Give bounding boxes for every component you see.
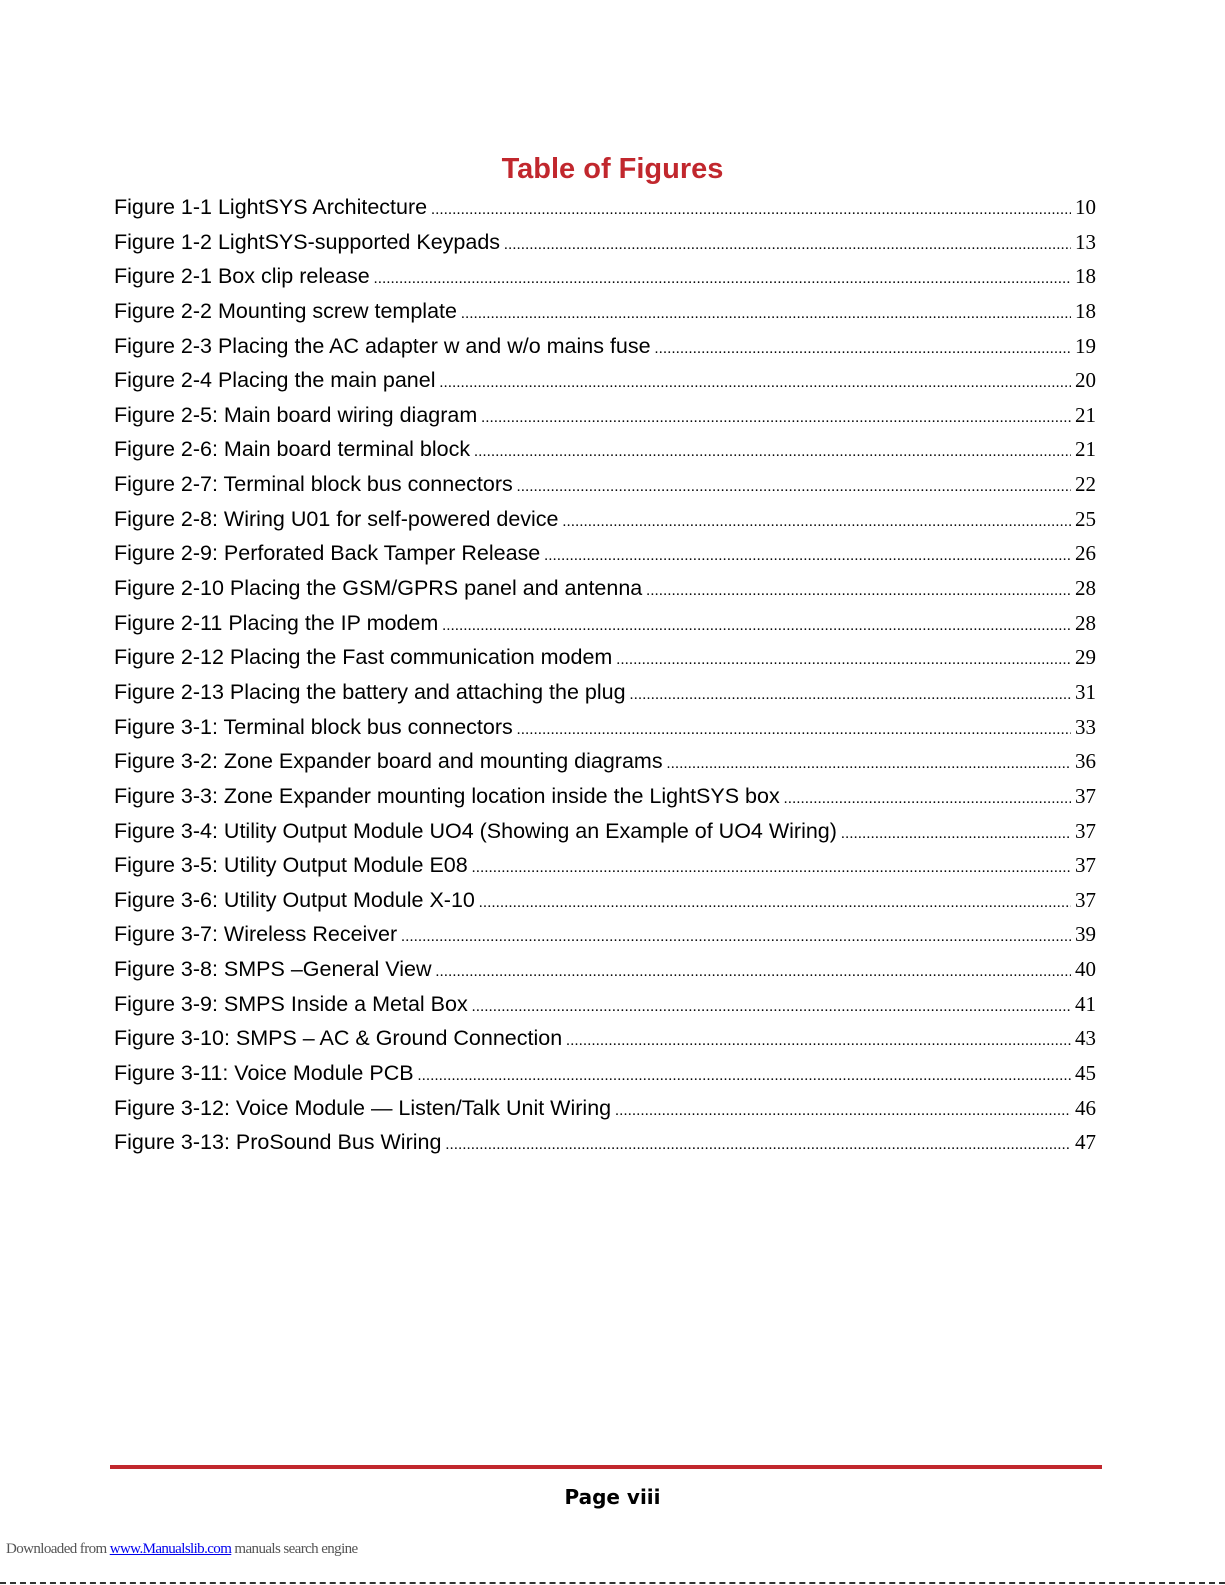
entry-page: 40 xyxy=(1075,957,1096,982)
dot-leader xyxy=(517,722,1071,739)
entry-page: 31 xyxy=(1075,679,1096,704)
toc-entry[interactable] xyxy=(114,264,1096,299)
entry-page: 36 xyxy=(1075,749,1096,774)
entry-page: 37 xyxy=(1075,887,1096,912)
entry-page: 37 xyxy=(1075,783,1096,808)
toc-entry[interactable] xyxy=(114,888,1096,923)
entry-label: Figure 3-13: ProSound Bus Wiring xyxy=(114,1130,442,1155)
dot-leader xyxy=(615,1103,1071,1120)
toc-entry[interactable] xyxy=(114,680,1096,715)
entry-page: 26 xyxy=(1075,541,1096,566)
page-title: Table of Figures xyxy=(501,153,724,185)
dot-leader xyxy=(374,271,1071,288)
footer-divider xyxy=(110,1465,1102,1469)
entry-label: Figure 3-11: Voice Module PCB xyxy=(114,1061,414,1086)
toc-entry[interactable] xyxy=(114,1061,1096,1096)
entry-page: 28 xyxy=(1075,610,1096,635)
dot-leader xyxy=(461,306,1071,323)
entry-label: Figure 3-10: SMPS – AC & Ground Connection xyxy=(114,1026,563,1051)
toc-entry[interactable] xyxy=(114,437,1096,472)
entry-label: Figure 2-8: Wiring U01 for self-powered device xyxy=(114,506,559,531)
toc-entry[interactable] xyxy=(114,230,1096,265)
dot-leader xyxy=(667,756,1071,773)
entry-page: 21 xyxy=(1075,402,1096,427)
toc-entry[interactable] xyxy=(114,334,1096,369)
entry-label: Figure 3-5: Utility Output Module E08 xyxy=(114,853,468,878)
table-of-figures xyxy=(114,195,1096,1165)
entry-page: 25 xyxy=(1075,506,1096,531)
toc-entry[interactable] xyxy=(114,957,1096,992)
entry-label: Figure 2-9: Perforated Back Tamper Release xyxy=(114,541,541,566)
dot-leader xyxy=(544,548,1071,565)
toc-entry[interactable] xyxy=(114,1130,1096,1165)
dot-leader xyxy=(418,1068,1071,1085)
toc-entry[interactable] xyxy=(114,1026,1096,1061)
toc-entry[interactable] xyxy=(114,784,1096,819)
page-number: Page viii xyxy=(564,1485,661,1509)
dot-leader xyxy=(474,444,1071,461)
toc-entry[interactable] xyxy=(114,541,1096,576)
entry-label: Figure 2-11 Placing the IP modem xyxy=(114,610,439,635)
entry-label: Figure 3-1: Terminal block bus connectors xyxy=(114,714,513,739)
entry-page: 46 xyxy=(1075,1095,1096,1120)
dot-leader xyxy=(563,514,1071,531)
entry-label: Figure 3-4: Utility Output Module UO4 (Showing an Example of UO4 Wiring) xyxy=(114,818,837,843)
entry-page: 22 xyxy=(1075,472,1096,497)
dot-leader xyxy=(445,1137,1071,1154)
entry-page: 18 xyxy=(1075,298,1096,323)
entry-page: 10 xyxy=(1075,195,1096,219)
entry-label: Figure 2-2 Mounting screw template xyxy=(114,298,457,323)
toc-entry[interactable] xyxy=(114,992,1096,1027)
entry-label: Figure 3-12: Voice Module — Listen/Talk Unit Wiring xyxy=(114,1095,612,1120)
toc-entry[interactable] xyxy=(114,403,1096,438)
toc-entry[interactable] xyxy=(114,368,1096,403)
dot-leader xyxy=(481,410,1071,427)
manualslib-link[interactable]: www.Manualslib.com xyxy=(109,1541,232,1557)
dot-leader xyxy=(442,618,1071,635)
toc-entry[interactable] xyxy=(114,749,1096,784)
entry-label: Figure 1-2 LightSYS-supported Keypads xyxy=(114,229,501,254)
download-notice xyxy=(6,1541,358,1558)
entry-label: Figure 3-2: Zone Expander board and mounting diagrams xyxy=(114,749,663,774)
toc-entry[interactable] xyxy=(114,299,1096,334)
entry-label: Figure 3-7: Wireless Receiver xyxy=(114,922,398,947)
entry-label: Figure 3-3: Zone Expander mounting location inside the LightSYS box xyxy=(114,783,780,808)
entry-label: Figure 2-4 Placing the main panel xyxy=(114,368,436,393)
page-edge xyxy=(0,1582,1225,1584)
entry-page: 37 xyxy=(1075,818,1096,843)
entry-page: 20 xyxy=(1075,368,1096,393)
dot-leader xyxy=(435,964,1071,981)
entry-label: Figure 3-6: Utility Output Module X-10 xyxy=(114,887,475,912)
entry-label: Figure 3-9: SMPS Inside a Metal Box xyxy=(114,991,468,1016)
entry-label: Figure 2-5: Main board wiring diagram xyxy=(114,402,478,427)
entry-page: 33 xyxy=(1075,714,1096,739)
dot-leader xyxy=(504,237,1071,254)
entry-page: 28 xyxy=(1075,576,1096,601)
dot-leader xyxy=(479,895,1071,912)
entry-page: 19 xyxy=(1075,333,1096,358)
entry-label: Figure 2-7: Terminal block bus connectors xyxy=(114,472,513,497)
entry-page: 45 xyxy=(1075,1061,1096,1086)
toc-entry[interactable] xyxy=(114,611,1096,646)
entry-page: 43 xyxy=(1075,1026,1096,1051)
entry-label: Figure 2-1 Box clip release xyxy=(114,264,370,289)
entry-page: 41 xyxy=(1075,991,1096,1016)
toc-entry[interactable] xyxy=(114,853,1096,888)
dot-leader xyxy=(784,791,1071,808)
download-suffix: manuals search engine xyxy=(234,1541,358,1557)
toc-entry[interactable] xyxy=(114,645,1096,680)
dot-leader xyxy=(472,999,1071,1016)
dot-leader xyxy=(630,687,1071,704)
entry-page: 37 xyxy=(1075,853,1096,878)
toc-entry[interactable] xyxy=(114,819,1096,854)
entry-label: Figure 2-13 Placing the battery and attaching the plug xyxy=(114,679,626,704)
dot-leader xyxy=(440,375,1072,392)
entry-label: Figure 2-10 Placing the GSM/GPRS panel and antenna xyxy=(114,576,643,601)
entry-label: Figure 2-12 Placing the Fast communication modem xyxy=(114,645,613,670)
dot-leader xyxy=(431,202,1071,219)
entry-page: 29 xyxy=(1075,645,1096,670)
entry-page: 13 xyxy=(1075,229,1096,254)
toc-entry[interactable] xyxy=(114,1096,1096,1131)
dot-leader xyxy=(655,341,1071,358)
download-prefix: Downloaded from xyxy=(6,1541,107,1557)
entry-page: 18 xyxy=(1075,264,1096,289)
dot-leader xyxy=(646,583,1071,600)
entry-label: Figure 2-3 Placing the AC adapter w and w/o mains fuse xyxy=(114,333,651,358)
dot-leader xyxy=(401,929,1071,946)
toc-entry[interactable] xyxy=(114,195,1096,230)
entry-label: Figure 2-6: Main board terminal block xyxy=(114,437,471,462)
entry-label: Figure 1-1 LightSYS Architecture xyxy=(114,195,428,219)
entry-page: 47 xyxy=(1075,1130,1096,1155)
entry-label: Figure 3-8: SMPS –General View xyxy=(114,957,432,982)
toc-entry[interactable] xyxy=(114,507,1096,542)
entry-page: 21 xyxy=(1075,437,1096,462)
dot-leader xyxy=(472,860,1071,877)
dot-leader xyxy=(566,1033,1071,1050)
toc-entry[interactable] xyxy=(114,472,1096,507)
toc-entry[interactable] xyxy=(114,715,1096,750)
dot-leader xyxy=(517,479,1071,496)
entry-page: 39 xyxy=(1075,922,1096,947)
dot-leader xyxy=(616,652,1071,669)
toc-entry[interactable] xyxy=(114,922,1096,957)
dot-leader xyxy=(841,826,1071,843)
toc-entry[interactable] xyxy=(114,576,1096,611)
